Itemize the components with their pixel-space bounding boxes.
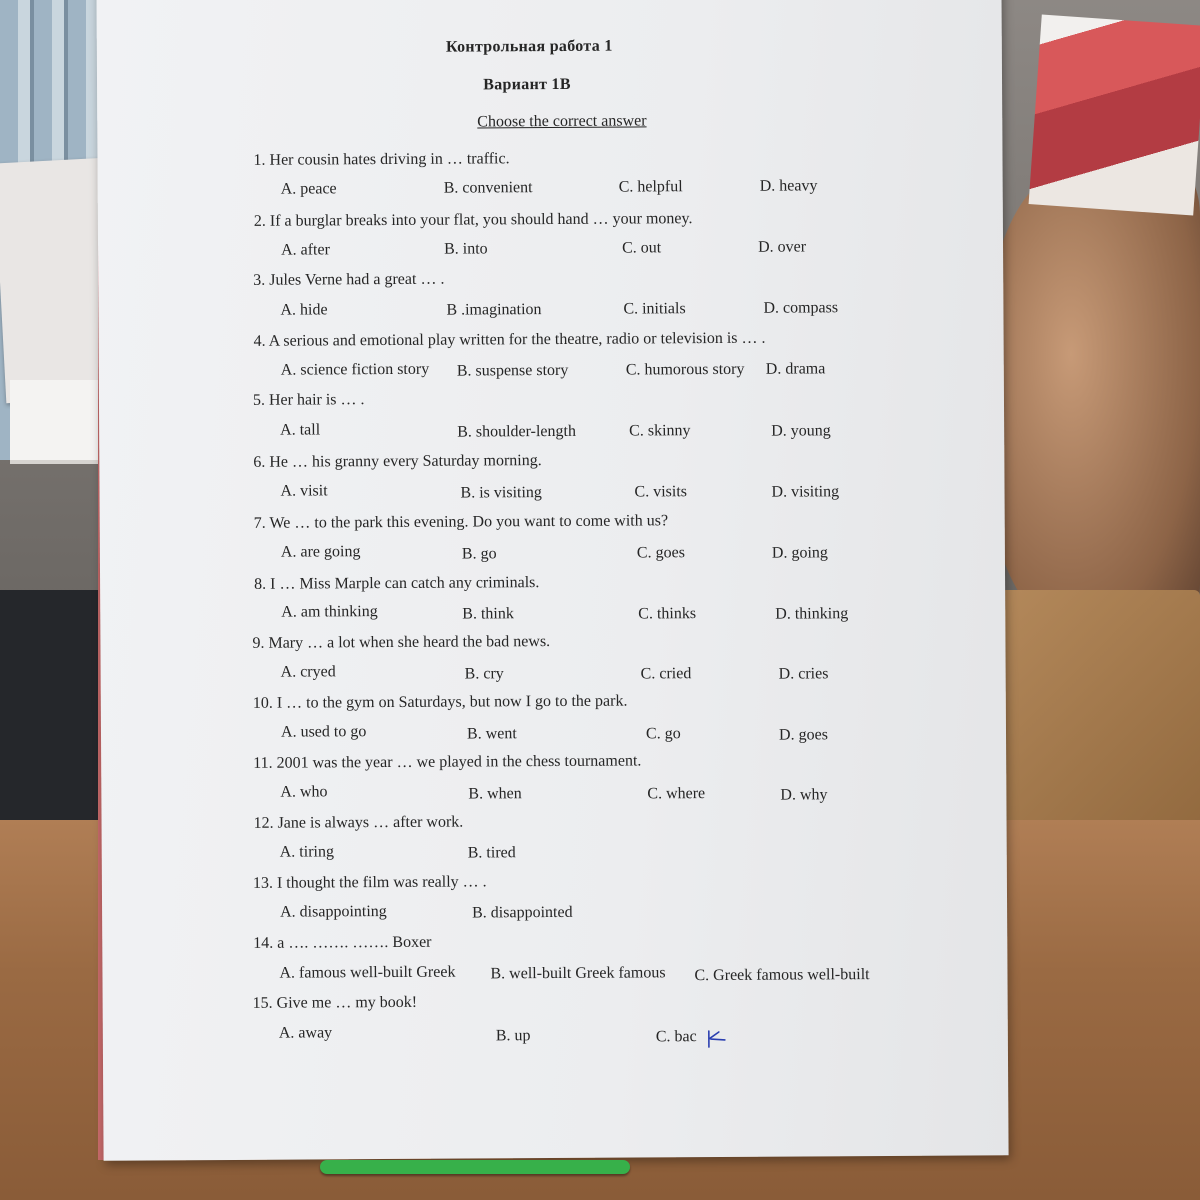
question-5-option-c: C. skinny bbox=[629, 422, 691, 440]
question-4-option-d: D. drama bbox=[765, 360, 826, 378]
question-4-option-c: C. humorous story bbox=[625, 360, 745, 379]
pen-mark-icon bbox=[705, 1029, 729, 1049]
question-5-option-d: D. young bbox=[771, 422, 831, 440]
question-9-option-c: C. cried bbox=[640, 665, 692, 683]
question-15-option-c: C. bac bbox=[655, 1028, 697, 1046]
question-13-option-b: B. disappointed bbox=[472, 903, 573, 922]
question-15-option-a: A. away bbox=[278, 1024, 333, 1042]
question-1-option-c: C. helpful bbox=[618, 178, 683, 196]
question-4-option-b: B. suspense story bbox=[456, 361, 569, 380]
question-1: 1. Her cousin hates driving in … traffic. bbox=[253, 150, 510, 169]
question-3-option-c: C. initials bbox=[623, 300, 686, 318]
question-11-option-c: C. where bbox=[647, 785, 706, 803]
question-1-option-a: A. peace bbox=[280, 180, 337, 198]
question-12-option-b: B. tired bbox=[467, 844, 516, 862]
question-3-option-a: A. hide bbox=[280, 301, 328, 319]
question-8: 8. I … Miss Marple can catch any criminals. bbox=[254, 574, 540, 593]
question-5-option-b: B. shoulder-length bbox=[457, 422, 576, 441]
question-6-option-c: C. visits bbox=[634, 483, 688, 501]
question-2-option-a: A. after bbox=[280, 241, 330, 259]
question-5-option-a: A. tall bbox=[280, 421, 321, 439]
question-1-option-b: B. convenient bbox=[443, 179, 533, 197]
question-11-option-b: B. when bbox=[468, 785, 522, 803]
question-14-option-a: A. famous well-built Greek bbox=[279, 963, 456, 982]
question-2: 2. If a burglar breaks into your flat, you should hand … your money. bbox=[253, 210, 693, 230]
test-variant: Вариант 1В bbox=[483, 75, 571, 94]
question-6-option-b: B. is visiting bbox=[460, 484, 542, 502]
test-sheet bbox=[96, 0, 1008, 1161]
question-15: 15. Give me … my book! bbox=[252, 993, 418, 1012]
green-stand bbox=[320, 1160, 630, 1174]
question-7-option-a: A. are going bbox=[280, 543, 361, 561]
question-7-option-c: C. goes bbox=[636, 544, 685, 562]
question-3-option-b: B .imagination bbox=[446, 301, 542, 319]
test-instruction: Choose the correct answer bbox=[477, 112, 647, 131]
question-2-option-b: B. into bbox=[443, 240, 488, 258]
question-14-option-b: B. well-built Greek famous bbox=[490, 964, 666, 983]
question-13: 13. I thought the film was really … . bbox=[252, 873, 487, 892]
question-11-option-d: D. why bbox=[780, 786, 828, 804]
question-8-option-a: A. am thinking bbox=[281, 603, 378, 621]
question-9-option-a: A. cryed bbox=[280, 663, 336, 681]
question-6-option-d: D. visiting bbox=[771, 483, 840, 501]
question-8-option-b: B. think bbox=[462, 605, 514, 623]
question-12: 12. Jane is always … after work. bbox=[253, 813, 464, 832]
question-10-option-b: B. went bbox=[466, 725, 517, 743]
question-5: 5. Her hair is … . bbox=[252, 391, 365, 409]
question-4-option-a: A. science fiction story bbox=[280, 360, 430, 379]
question-8-option-c: C. thinks bbox=[638, 605, 697, 623]
question-10-option-a: A. used to go bbox=[280, 723, 367, 741]
question-7-option-d: D. going bbox=[771, 544, 828, 562]
question-1-option-d: D. heavy bbox=[759, 177, 818, 195]
question-10: 10. I … to the gym on Saturdays, but now I go to the park. bbox=[252, 692, 628, 712]
question-7-option-b: B. go bbox=[461, 545, 497, 563]
question-3-option-d: D. compass bbox=[763, 299, 839, 317]
person-hair bbox=[985, 170, 1200, 630]
question-11: 11. 2001 was the year … we played in the chess tournament. bbox=[253, 752, 642, 772]
question-13-option-a: A. disappointing bbox=[280, 903, 387, 921]
question-14-option-c: C. Greek famous well-built bbox=[694, 966, 870, 985]
question-14: 14. a …. ……. ……. Boxer bbox=[253, 933, 432, 952]
question-6-option-a: A. visit bbox=[280, 482, 328, 500]
background-book-cover bbox=[1029, 14, 1200, 215]
question-9-option-d: D. cries bbox=[778, 665, 829, 683]
question-11-option-a: A. who bbox=[280, 783, 328, 801]
question-12-option-a: A. tiring bbox=[279, 843, 334, 861]
question-15-option-b: B. up bbox=[495, 1027, 531, 1045]
question-8-option-d: D. thinking bbox=[775, 605, 849, 623]
question-9-option-b: B. cry bbox=[464, 665, 504, 683]
question-7: 7. We … to the park this evening. Do you want to come with us? bbox=[253, 512, 669, 532]
question-2-option-d: D. over bbox=[757, 238, 807, 256]
question-3: 3. Jules Verne had a great … . bbox=[253, 270, 445, 289]
question-10-option-c: C. go bbox=[645, 725, 681, 743]
question-9: 9. Mary … a lot when she heard the bad news. bbox=[252, 633, 551, 652]
question-2-option-c: C. out bbox=[621, 239, 662, 257]
question-6: 6. He … his granny every Saturday morning. bbox=[253, 452, 542, 471]
question-10-option-d: D. goes bbox=[778, 726, 828, 744]
question-4: 4. A serious and emotional play written for the theatre, radio or television is … . bbox=[253, 329, 766, 350]
test-title: Контрольная работа 1 bbox=[445, 37, 613, 56]
